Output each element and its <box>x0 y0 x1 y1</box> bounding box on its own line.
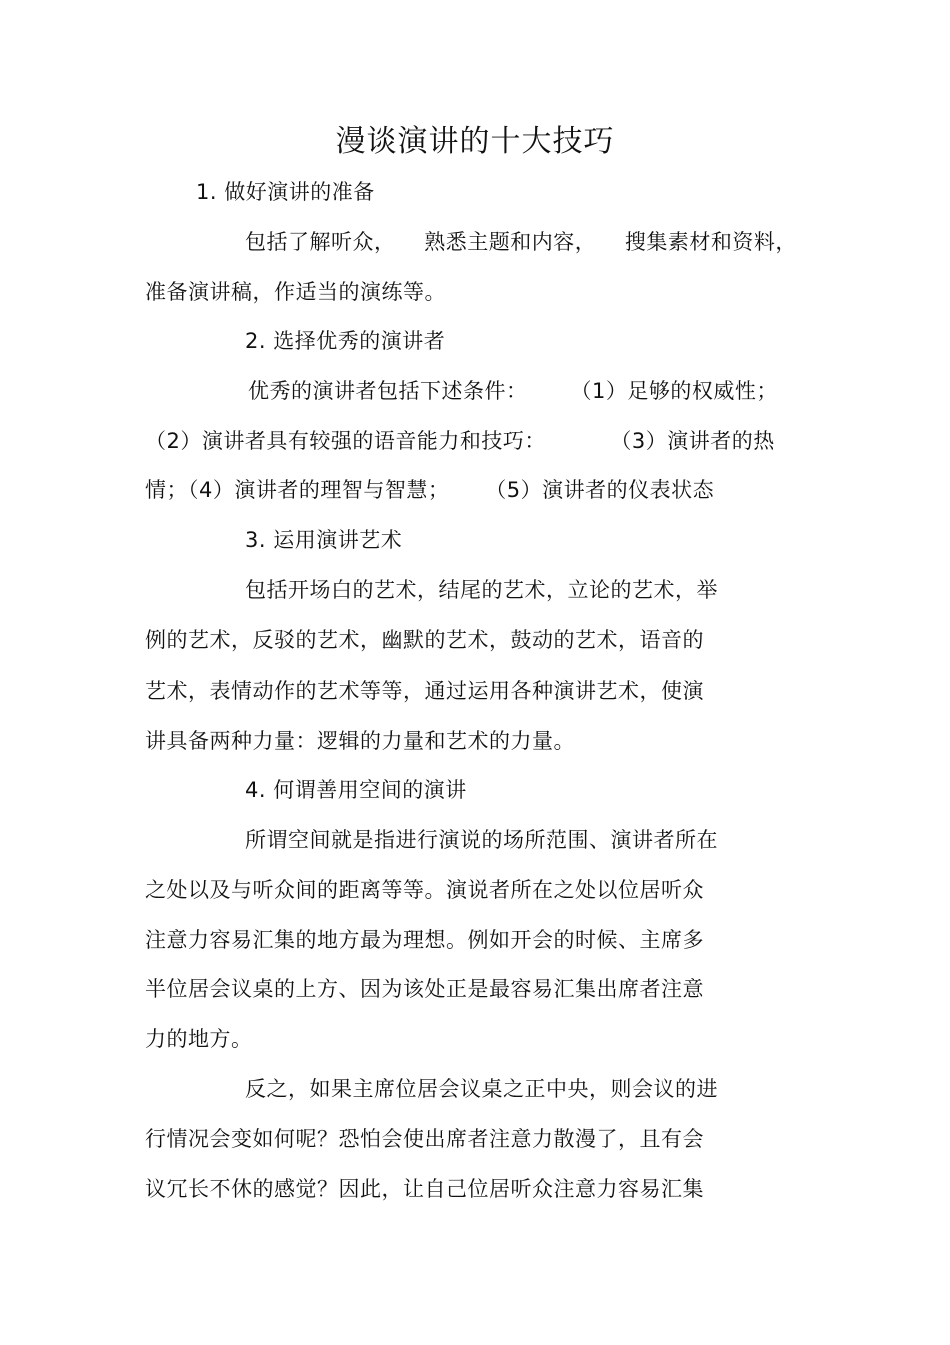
paragraph-line: 议冗长不休的感觉？因此，让自己位居听众注意力容易汇集 <box>145 1177 704 1201</box>
paragraph-line: 反之，如果主席位居会议桌之正中央，则会议的进 <box>245 1077 718 1101</box>
document-title: 漫谈演讲的十大技巧 <box>335 124 615 159</box>
paragraph-line: 艺术，表情动作的艺术等等，通过运用各种演讲艺术，使演 <box>145 679 704 703</box>
paragraph-line: 优秀的演讲者包括下述条件： （1）足够的权威性； <box>248 379 778 403</box>
heading-1: 1. 做好演讲的准备 <box>196 180 375 204</box>
paragraph-line: 包括了解听众， 熟悉主题和内容， 搜集素材和资料， <box>245 230 797 254</box>
paragraph-line: 准备演讲稿，作适当的演练等。 <box>145 280 446 304</box>
paragraph-line: 所谓空间就是指进行演说的场所范围、演讲者所在 <box>245 828 718 852</box>
paragraph-line: 例的艺术，反驳的艺术，幽默的艺术，鼓动的艺术，语音的 <box>145 628 704 652</box>
heading-4: 4. 何谓善用空间的演讲 <box>245 778 467 802</box>
heading-3: 3. 运用演讲艺术 <box>245 528 403 552</box>
heading-2: 2. 选择优秀的演讲者 <box>245 329 446 353</box>
paragraph-line: 半位居会议桌的上方、因为该处正是最容易汇集出席者注意 <box>145 977 704 1001</box>
paragraph-line: 讲具备两种力量：逻辑的力量和艺术的力量。 <box>145 729 575 753</box>
paragraph-line: 情；（4）演讲者的理智与智慧； （5）演讲者的仪表状态 <box>145 478 715 502</box>
paragraph-line: 行情况会变如何呢？恐怕会使出席者注意力散漫了，且有会 <box>145 1127 704 1151</box>
paragraph-line: 包括开场白的艺术，结尾的艺术，立论的艺术，举 <box>245 578 718 602</box>
paragraph-line: 注意力容易汇集的地方最为理想。例如开会的时候、主席多 <box>145 928 704 952</box>
paragraph-line: （2）演讲者具有较强的语音能力和技巧： （3）演讲者的热 <box>145 429 775 453</box>
paragraph-line: 之处以及与听众间的距离等等。演说者所在之处以位居听众 <box>145 878 704 902</box>
paragraph-line: 力的地方。 <box>145 1027 253 1051</box>
